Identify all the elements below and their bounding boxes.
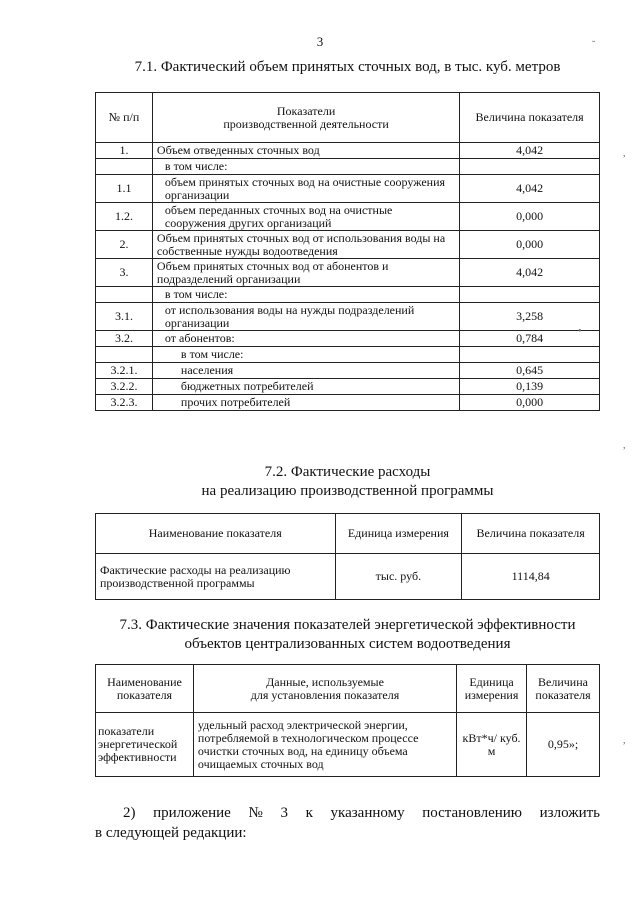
- closing-word: к: [305, 805, 313, 821]
- table-row: [96, 259, 600, 287]
- cell-value: 0,000: [460, 203, 600, 231]
- cell-value: [460, 159, 600, 175]
- cell-label: населения: [152, 363, 459, 379]
- header-unit: Единица измерения: [335, 514, 462, 554]
- table-row: [96, 363, 600, 379]
- table-row: [96, 347, 600, 363]
- table-row: [96, 175, 600, 203]
- closing-word: изложить: [539, 805, 600, 821]
- cell-num: 2.: [96, 231, 153, 259]
- cell-value: 4,042: [460, 143, 600, 159]
- closing-paragraph: [95, 803, 600, 843]
- closing-word: №: [248, 805, 263, 821]
- closing-word: указанному: [330, 805, 405, 821]
- cell-num: 3.2.1.: [96, 363, 153, 379]
- closing-word: 3: [280, 805, 288, 821]
- table-71-body: [96, 143, 600, 411]
- table-row: [96, 231, 600, 259]
- table-row: [96, 303, 600, 331]
- cell-label: объем переданных сточных вод на очистные сооружения других организаций: [152, 203, 459, 231]
- table-row: [96, 395, 600, 411]
- cell-value: [460, 347, 600, 363]
- closing-line-2: в следующей редакции:: [95, 825, 247, 841]
- cell-label: Объем принятых сточных вод от использования воды на собственные нужды водоотведения: [152, 231, 459, 259]
- cell-num: 3.: [96, 259, 153, 287]
- table-71-header: [96, 93, 600, 143]
- cell-value: 0,645: [460, 363, 600, 379]
- table-row: [96, 143, 600, 159]
- header-num: № п/п: [96, 93, 153, 143]
- header-unit: Единица измерения: [457, 665, 527, 713]
- cell-label: прочих потребителей: [152, 395, 459, 411]
- header-value: Величина показателя: [460, 93, 600, 143]
- table-72-header: [96, 514, 600, 554]
- cell-num: [96, 287, 153, 303]
- cell-num: [96, 347, 153, 363]
- cell-num: 1.1: [96, 175, 153, 203]
- cell-value: [460, 287, 600, 303]
- cell-label: в том числе:: [152, 287, 459, 303]
- cell-num: 3.2.2.: [96, 379, 153, 395]
- table-72: [95, 513, 600, 600]
- cell-num: 1.: [96, 143, 153, 159]
- table-row: [96, 379, 600, 395]
- closing-line-1: [95, 803, 600, 823]
- cell-num: 1.2.: [96, 203, 153, 231]
- header-data: Данные, используемые для установления показателя: [193, 665, 456, 713]
- table-71: [95, 92, 600, 411]
- table-row: [96, 554, 600, 600]
- cell-unit: тыс. руб.: [335, 554, 462, 600]
- cell-value: 3,258: [460, 303, 600, 331]
- header-name: Наименование показателя: [96, 665, 194, 713]
- section-73-title: 7.3. Фактические значения показателей энергетической эффективности объектов централизованных систем водоотведения: [119, 617, 576, 652]
- table-row: [96, 159, 600, 175]
- cell-value: 0,95»;: [527, 713, 600, 777]
- cell-value: 0,784: [460, 331, 600, 347]
- cell-value: 4,042: [460, 175, 600, 203]
- cell-num: [96, 159, 153, 175]
- cell-name: Фактические расходы на реализацию производственной программы: [96, 554, 336, 600]
- table-row: [96, 287, 600, 303]
- header-name: Наименование показателя: [96, 514, 336, 554]
- cell-value: 0,000: [460, 231, 600, 259]
- closing-word: приложение: [153, 805, 231, 821]
- header-value: Величина показателя: [462, 514, 600, 554]
- cell-value: 0,000: [460, 395, 600, 411]
- cell-num: 3.2.: [96, 331, 153, 347]
- section-71-title: 7.1. Фактический объем принятых сточных вод, в тыс. куб. метров: [134, 59, 561, 75]
- cell-unit: кВт*ч/ куб. м: [457, 713, 527, 777]
- cell-name: показатели энергетической эффективности: [96, 713, 194, 777]
- table-row: [96, 331, 600, 347]
- cell-label: бюджетных потребителей: [152, 379, 459, 395]
- header-value: Величина показателя: [527, 665, 600, 713]
- cell-data: удельный расход электрической энергии, потребляемой в технологическом процессе очистки сточных вод, на единицу объема очищаемых сточных вод: [193, 713, 456, 777]
- closing-word: постановлению: [422, 805, 522, 821]
- cell-label: от абонентов:: [152, 331, 459, 347]
- cell-num: 3.2.3.: [96, 395, 153, 411]
- cell-label: объем принятых сточных вод на очистные сооружения организации: [152, 175, 459, 203]
- page-number: 3: [316, 34, 324, 49]
- table-73: [95, 664, 600, 777]
- cell-label: от использования воды на нужды подразделений организации: [152, 303, 459, 331]
- table-row: [96, 713, 600, 777]
- table-row: [96, 203, 600, 231]
- header-indicator: Показатели производственной деятельности: [152, 93, 459, 143]
- cell-value: 1114,84: [462, 554, 600, 600]
- cell-label: в том числе:: [152, 159, 459, 175]
- cell-label: Объем отведенных сточных вод: [152, 143, 459, 159]
- table-73-header: [96, 665, 600, 713]
- item-number: 2): [123, 805, 136, 821]
- cell-num: 3.1.: [96, 303, 153, 331]
- cell-value: 0,139: [460, 379, 600, 395]
- cell-value: 4,042: [460, 259, 600, 287]
- cell-label: Объем принятых сточных вод от абонентов и подразделений организации: [152, 259, 459, 287]
- cell-label: в том числе:: [152, 347, 459, 363]
- section-72-title: 7.2. Фактические расходы на реализацию производственной программы: [201, 464, 494, 499]
